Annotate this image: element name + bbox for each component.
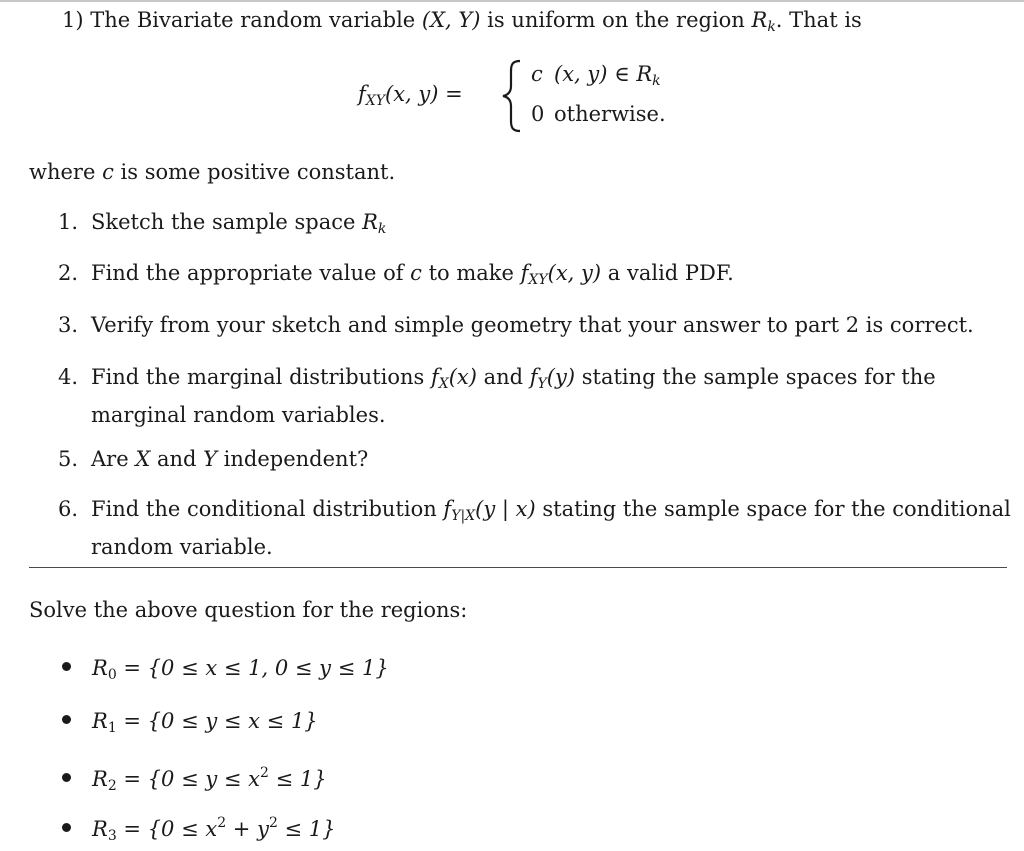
where-var: c [102, 160, 114, 184]
intro-region-sub: k [767, 19, 776, 35]
task-math: f [430, 365, 439, 389]
task-text: Sketch the sample space [91, 210, 363, 234]
case1-value: c [531, 62, 543, 86]
task-math: Y [203, 447, 217, 471]
task-text: Find the marginal distributions [91, 365, 431, 389]
section-divider [29, 567, 1007, 568]
where-prefix: where [29, 160, 103, 184]
region-item-2 [62, 758, 327, 801]
task-text: a valid PDF. [601, 261, 734, 285]
task-math-args: (y) [546, 365, 576, 389]
task-math-args: (x) [448, 365, 477, 389]
task-number: 6. [58, 497, 79, 521]
region-sup: 2 [217, 815, 227, 831]
intro-prefix: 1) The Bivariate random variable [62, 8, 422, 32]
region-name: R [92, 656, 108, 680]
where-suffix: is some positive constant. [113, 160, 396, 184]
region-sub: 0 [107, 667, 117, 683]
task-text: Are [91, 447, 136, 471]
lhs-args: (x, y) = [385, 82, 463, 106]
task-math: f [520, 261, 529, 285]
where-line [29, 158, 395, 186]
task-number: 5. [58, 447, 79, 471]
case1-condition [554, 62, 661, 89]
intro-suffix: . That is [775, 8, 862, 32]
task-math: X [135, 447, 151, 471]
bullet-icon [62, 662, 71, 671]
task-text: and [150, 447, 204, 471]
bullet-icon [62, 773, 71, 782]
task-math-sub: X [438, 376, 449, 392]
intro-region: R [751, 8, 768, 32]
region-item-3 [62, 808, 336, 851]
region-expr: = {0 ≤ x [116, 817, 218, 841]
problem-heading [62, 6, 862, 41]
intro-pair: (X, Y) [421, 8, 481, 32]
lhs-sub: XY [365, 93, 385, 109]
region-item-0 [62, 653, 389, 690]
region-sub: 1 [107, 720, 117, 736]
case1-condition-sub: k [652, 73, 661, 89]
region-sup: 2 [268, 815, 278, 831]
left-brace [500, 58, 524, 134]
region-expr: ≤ 1} [277, 817, 336, 841]
task-math-sub: k [377, 221, 387, 237]
solve-instruction: Solve the above question for the regions: [29, 598, 468, 622]
region-item-1 [62, 706, 318, 743]
case2-value: 0 [531, 102, 545, 126]
task-number: 1. [58, 210, 79, 234]
region-name: R [92, 767, 108, 791]
lhs-f: f [358, 82, 366, 106]
region-expr: = {0 ≤ y ≤ x [116, 767, 261, 791]
case1-condition-text: (x, y) ∈ R [554, 62, 653, 86]
task-text: and [476, 365, 530, 389]
pdf-equation [358, 58, 698, 134]
task-math: c [410, 261, 422, 285]
task-text: to make [421, 261, 521, 285]
task-text: Verify from your sketch and simple geometry that your answer to part 2 is correct. [91, 313, 974, 337]
region-name: R [92, 709, 108, 733]
region-name: R [92, 817, 108, 841]
task-text: independent? [216, 447, 369, 471]
task-number: 3. [58, 313, 79, 337]
task-text: stating the sample space for the conditional random variable. [91, 497, 1011, 559]
region-expr: = {0 ≤ y ≤ x ≤ 1} [116, 709, 318, 733]
top-rule [0, 0, 1024, 2]
task-math: R [362, 210, 378, 234]
task-text: stating the sample spaces for the marginal random variables. [91, 365, 936, 427]
task-math-args: (y | x) [475, 497, 536, 521]
task-math: f [529, 365, 538, 389]
task-math-sub: Y|X [451, 508, 476, 524]
task-number: 4. [58, 365, 79, 389]
task-math-args: (x, y) [547, 261, 602, 285]
region-sub: 3 [107, 828, 117, 844]
task-math-sub: XY [528, 272, 548, 288]
equation-lhs [358, 82, 463, 109]
region-expr: = {0 ≤ x ≤ 1, 0 ≤ y ≤ 1} [116, 656, 389, 680]
bullet-icon [62, 715, 71, 724]
case2-condition: otherwise. [554, 102, 666, 126]
region-sub: 2 [107, 778, 117, 794]
task-text: Find the conditional distribution [91, 497, 444, 521]
task-math: f [443, 497, 452, 521]
intro-middle: is uniform on the region [480, 8, 752, 32]
task-text: Find the appropriate value of [91, 261, 411, 285]
region-sup: 2 [260, 765, 269, 781]
task-math-sub: Y [537, 376, 547, 392]
bullet-icon [62, 823, 71, 832]
region-expr: ≤ 1} [268, 767, 327, 791]
region-expr: + y [226, 817, 269, 841]
task-number: 2. [58, 261, 79, 285]
